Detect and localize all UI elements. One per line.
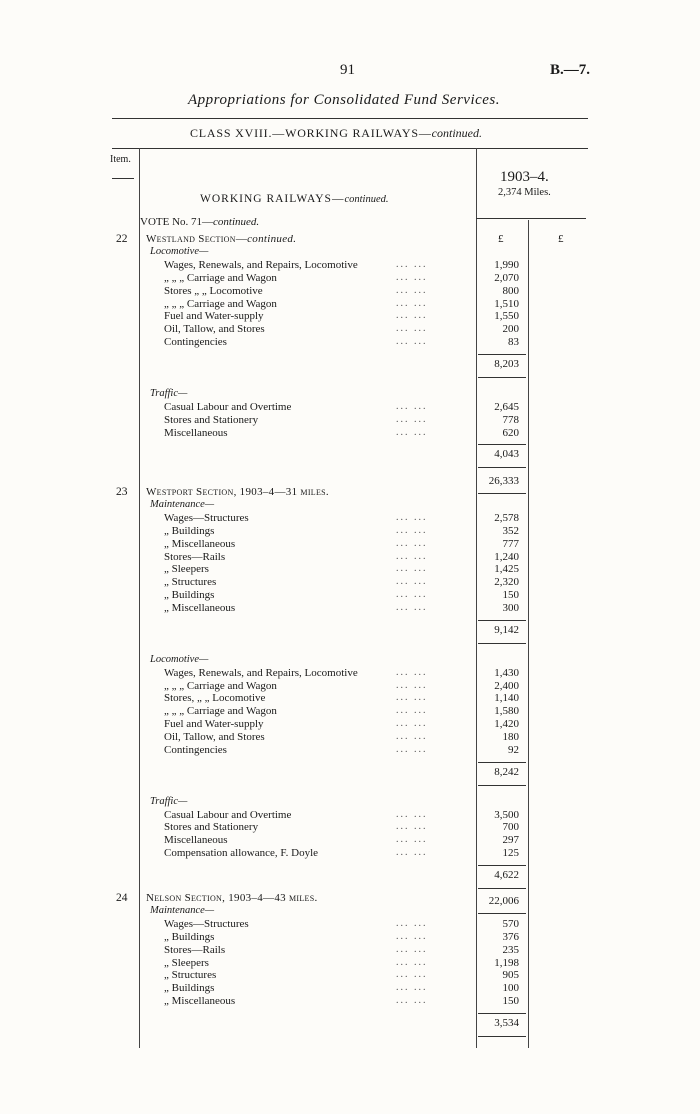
item-column-rule bbox=[139, 148, 140, 1048]
item-total: 26,333 bbox=[488, 474, 519, 487]
line-item-label: Contingencies bbox=[164, 336, 227, 349]
leader-dots: ... ... bbox=[396, 969, 428, 981]
vote-line: VOTE No. 71—continued. bbox=[140, 216, 260, 228]
line-item-label: „ „ „ Carriage and Wagon bbox=[164, 705, 277, 718]
section-heading: WORKING RAILWAYS—continued. bbox=[200, 193, 389, 205]
leader-dots: ... ... bbox=[396, 995, 428, 1007]
mileage-heading: 2,374 Miles. bbox=[498, 187, 551, 198]
subtotal-rule bbox=[478, 354, 526, 355]
line-item-label: Stores and Stationery bbox=[164, 821, 259, 834]
group-heading: Maintenance— bbox=[150, 498, 215, 510]
line-item-label: Contingencies bbox=[164, 744, 227, 756]
line-item-label: Wages, Renewals, and Repairs, Locomotive bbox=[164, 666, 358, 679]
subtotal-rule bbox=[478, 785, 526, 786]
leader-dots: ... ... bbox=[396, 576, 428, 588]
line-item-amount: 150 bbox=[502, 589, 519, 602]
leader-dots: ... ... bbox=[396, 284, 428, 296]
line-item-amount: 620 bbox=[502, 426, 519, 439]
item-number: 24 bbox=[116, 892, 128, 904]
section-title bbox=[146, 233, 296, 245]
title-rule bbox=[112, 118, 588, 119]
line-item-label: Compensation allowance, F. Doyle bbox=[164, 847, 319, 860]
line-item-amount: 1,550 bbox=[494, 310, 519, 323]
class-heading: CLASS XVIII.—WORKING RAILWAYS—continued. bbox=[190, 126, 482, 140]
line-item-label: Fuel and Water-supply bbox=[164, 718, 264, 731]
line-item-amount: 2,400 bbox=[494, 679, 519, 692]
group-total: 4,622 bbox=[494, 869, 519, 882]
leader-dots: ... ... bbox=[396, 705, 428, 717]
leader-dots: ... ... bbox=[396, 426, 428, 438]
line-item-label: „ Sleepers bbox=[164, 956, 209, 969]
line-item-amount: 2,320 bbox=[494, 576, 519, 589]
leader-dots: ... ... bbox=[396, 602, 428, 614]
leader-dots: ... ... bbox=[396, 808, 428, 820]
page-title: Appropriations for Consolidated Fund Services. bbox=[188, 92, 501, 108]
line-item-label: Miscellaneous bbox=[164, 426, 228, 439]
line-item-label: Stores, „ „ Locomotive bbox=[164, 692, 266, 705]
line-item-label: „ Structures bbox=[164, 576, 217, 589]
line-item-amount: 800 bbox=[502, 284, 519, 297]
leader-dots: ... ... bbox=[396, 413, 428, 425]
subtotal-rule bbox=[478, 467, 526, 468]
line-item-label: „ Buildings bbox=[164, 930, 215, 943]
leader-dots: ... ... bbox=[396, 731, 428, 743]
line-item-amount: 905 bbox=[502, 969, 519, 982]
group-total: 4,043 bbox=[494, 448, 519, 461]
line-item-label: „ Buildings bbox=[164, 589, 215, 602]
group-total: 9,142 bbox=[494, 624, 519, 636]
line-item-amount: 777 bbox=[502, 537, 519, 550]
line-item-amount: 778 bbox=[502, 413, 519, 426]
line-item-amount: 300 bbox=[502, 602, 519, 615]
line-item-label: „ Miscellaneous bbox=[164, 602, 236, 615]
line-item-label: Casual Labour and Overtime bbox=[164, 400, 292, 413]
leader-dots: ... ... bbox=[396, 323, 428, 335]
line-item-label: „ „ „ Carriage and Wagon bbox=[164, 679, 277, 692]
line-item-amount: 2,645 bbox=[494, 400, 519, 413]
line-item-amount: 1,240 bbox=[494, 550, 519, 563]
line-item-label: „ Miscellaneous bbox=[164, 995, 236, 1008]
total-rule bbox=[478, 493, 526, 494]
line-item-label: „ Buildings bbox=[164, 982, 215, 995]
leader-dots: ... ... bbox=[396, 550, 428, 562]
line-item-amount: 180 bbox=[502, 731, 519, 744]
section-title-continued: continued. bbox=[247, 233, 297, 245]
group-heading: Traffic— bbox=[150, 387, 188, 399]
subtotal-rule bbox=[478, 1036, 526, 1037]
group-heading: Locomotive— bbox=[150, 653, 209, 665]
line-item-amount: 200 bbox=[502, 323, 519, 336]
line-item-label: Casual Labour and Overtime bbox=[164, 808, 292, 821]
line-item-label: Wages, Renewals, and Repairs, Locomotive bbox=[164, 258, 358, 271]
item-total: 22,006 bbox=[488, 895, 519, 908]
line-item-label: Oil, Tallow, and Stores bbox=[164, 731, 265, 744]
subtotal-rule bbox=[478, 762, 526, 763]
line-item-amount: 700 bbox=[502, 821, 519, 834]
leader-dots: ... ... bbox=[396, 930, 428, 942]
section-title bbox=[146, 486, 329, 498]
line-item-amount: 376 bbox=[502, 930, 519, 943]
leader-dots: ... ... bbox=[396, 982, 428, 994]
line-item-amount: 92 bbox=[508, 744, 519, 756]
document-reference: B.—7. bbox=[550, 62, 591, 78]
section-title-text: Nelson Section, 1903–4—43 miles. bbox=[146, 892, 318, 904]
line-item-label: „ Buildings bbox=[164, 524, 215, 537]
line-item-amount: 1,580 bbox=[494, 705, 519, 718]
leader-dots: ... ... bbox=[396, 511, 428, 523]
section-title-text: Westland Section— bbox=[146, 233, 248, 245]
page-number: 91 bbox=[340, 62, 355, 78]
line-item-amount: 2,578 bbox=[494, 511, 519, 524]
line-item-amount: 1,420 bbox=[494, 718, 519, 731]
section-title-text: Westport Section, 1903–4—31 miles. bbox=[146, 486, 329, 498]
line-item-label: Stores—Rails bbox=[164, 943, 226, 956]
leader-dots: ... ... bbox=[396, 956, 428, 968]
section-title bbox=[146, 892, 318, 904]
subtotal-rule bbox=[478, 643, 526, 644]
item-number: 22 bbox=[116, 233, 128, 245]
line-item-amount: 83 bbox=[508, 336, 519, 349]
leader-dots: ... ... bbox=[396, 297, 428, 309]
currency-symbol: £ bbox=[558, 233, 564, 245]
currency-symbol: £ bbox=[498, 233, 504, 245]
line-item-amount: 3,500 bbox=[494, 808, 519, 821]
leader-dots: ... ... bbox=[396, 563, 428, 575]
line-item-amount: 1,990 bbox=[494, 258, 519, 271]
line-item-amount: 1,430 bbox=[494, 666, 519, 679]
subtotal-rule bbox=[478, 865, 526, 866]
leader-dots: ... ... bbox=[396, 524, 428, 536]
leader-dots: ... ... bbox=[396, 336, 428, 348]
line-item-label: Stores and Stationery bbox=[164, 413, 259, 426]
line-item-label: „ „ „ Carriage and Wagon bbox=[164, 271, 277, 284]
line-item-amount: 150 bbox=[502, 995, 519, 1008]
leader-dots: ... ... bbox=[396, 744, 428, 755]
group-total: 8,242 bbox=[494, 765, 519, 778]
leader-dots: ... ... bbox=[396, 537, 428, 549]
line-item-label: Miscellaneous bbox=[164, 834, 228, 847]
subtotal-rule bbox=[478, 377, 526, 378]
header-rule bbox=[112, 148, 588, 149]
leader-dots: ... ... bbox=[396, 821, 428, 833]
leader-dots: ... ... bbox=[396, 943, 428, 955]
leader-dots: ... ... bbox=[396, 834, 428, 846]
leader-dots: ... ... bbox=[396, 692, 428, 704]
group-heading: Traffic— bbox=[150, 795, 188, 807]
subtotal-rule bbox=[478, 620, 526, 621]
leader-dots: ... ... bbox=[396, 400, 428, 412]
line-item-amount: 1,425 bbox=[494, 563, 519, 576]
leader-dots: ... ... bbox=[396, 847, 428, 859]
subtotal-rule bbox=[478, 1013, 526, 1014]
leader-dots: ... ... bbox=[396, 679, 428, 691]
line-item-amount: 352 bbox=[502, 524, 519, 537]
group-total: 8,203 bbox=[494, 358, 519, 371]
line-item-amount: 2,070 bbox=[494, 271, 519, 284]
line-item-amount: 1,510 bbox=[494, 297, 519, 310]
item-head-rule bbox=[112, 178, 134, 179]
group-heading: Locomotive— bbox=[150, 245, 209, 257]
year-heading: 1903–4. bbox=[500, 169, 549, 185]
group-heading: Maintenance— bbox=[150, 904, 215, 916]
leader-dots: ... ... bbox=[396, 666, 428, 678]
leader-dots: ... ... bbox=[396, 271, 428, 283]
leader-dots: ... ... bbox=[396, 258, 428, 270]
line-item-amount: 1,198 bbox=[494, 956, 519, 969]
leader-dots: ... ... bbox=[396, 310, 428, 322]
line-item-label: „ „ „ Carriage and Wagon bbox=[164, 297, 277, 310]
line-item-label: Oil, Tallow, and Stores bbox=[164, 323, 265, 336]
line-item-amount: 125 bbox=[502, 847, 519, 860]
line-item-amount: 235 bbox=[502, 943, 519, 956]
line-item-label: „ Miscellaneous bbox=[164, 537, 236, 550]
item-number: 23 bbox=[116, 486, 128, 498]
line-item-label: Stores—Rails bbox=[164, 550, 226, 563]
line-item-label: Fuel and Water-supply bbox=[164, 310, 264, 323]
line-item-label: „ Structures bbox=[164, 969, 217, 982]
total-rule bbox=[478, 913, 526, 914]
item-column-label: Item. bbox=[110, 154, 131, 165]
leader-dots: ... ... bbox=[396, 718, 428, 730]
line-item-label: „ Sleepers bbox=[164, 563, 209, 576]
line-item-amount: 297 bbox=[502, 834, 519, 847]
leader-dots: ... ... bbox=[396, 589, 428, 601]
line-item-label: Stores „ „ Locomotive bbox=[164, 284, 263, 297]
line-item-amount: 570 bbox=[502, 917, 519, 930]
leader-dots: ... ... bbox=[396, 917, 428, 929]
subtotal-rule bbox=[478, 888, 526, 889]
line-item-label: Wages—Structures bbox=[164, 917, 249, 930]
group-total: 3,534 bbox=[494, 1017, 519, 1030]
line-item-amount: 1,140 bbox=[494, 692, 519, 705]
subtotal-rule bbox=[478, 444, 526, 445]
line-item-label: Wages—Structures bbox=[164, 511, 249, 524]
year-head-rule bbox=[476, 218, 586, 219]
amount-column-rule-right bbox=[528, 220, 529, 1048]
line-item-amount: 100 bbox=[502, 982, 519, 995]
